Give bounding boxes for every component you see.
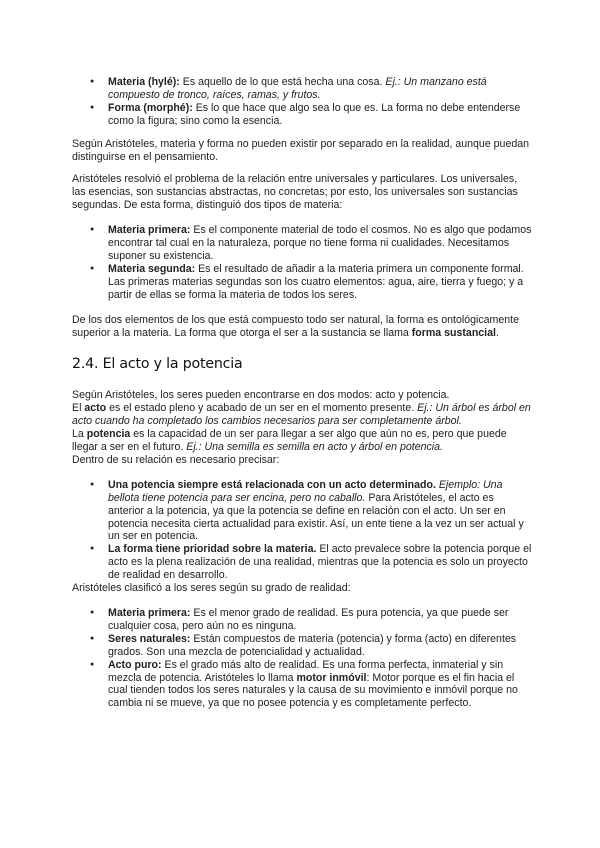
list-item: ● Materia segunda: Es el resultado de añadir a la materia primera un componente formal. Las primeras materias segundas son los cuatro elementos: agua, aire, tierra y fuego; y a partir de ellas se forma la materia de todos los seres. — [72, 263, 532, 302]
materia-forma-list — [72, 76, 532, 128]
section-heading: 2.4. El acto y la potencia — [72, 356, 243, 373]
paragraph: Según Aristóteles, materia y forma no pueden existir por separado en la realidad, aunque puedan distinguirse en el pensamiento. — [72, 137, 530, 163]
grados-list — [72, 607, 532, 710]
paragraph: Aristóteles clasificó a los seres según su grado de realidad: — [72, 582, 351, 595]
list-item: ● Materia primera: Es el menor grado de realidad. Es pura potencia, ya que puede ser cualquier cosa, pero aún no es ninguna. — [72, 607, 532, 633]
list-item: ● Acto puro: Es el grado más alto de realidad. Es una forma perfecta, inmaterial y sin mezcla de potencia. Aristóteles lo llama motor inmóvil: Motor porque es el fin hacia el cual tienden todos los seres naturales y la causa de su movimiento e inmóvil porque no cambia ni se mueve, ya que no posee potencia y es completamente perfecto. — [72, 659, 532, 711]
acto-potencia-list — [72, 479, 532, 582]
list-item: ● Una potencia siempre está relacionada con un acto determinado. Ejemplo: Una bellota tiene potencia para ser encina, pero no caballo. Para Aristóteles, el acto es anterior a la potencia, ya que la potencia se define en relación con el acto. Un ser en potencia necesita cierta actualidad para existir. Así, un ente tiene a la vez un ser actual y un ser en potencia. — [72, 479, 532, 544]
document-body — [72, 76, 532, 710]
list-item: ● La forma tiene prioridad sobre la materia. El acto prevalece sobre la potencia porque el acto es la plena realización de una realidad, mientras que la potencia es solo un proyecto de realidad en desarrollo. — [72, 543, 532, 582]
paragraph: Aristóteles resolvió el problema de la relación entre universales y particulares. Los universales, las esencias, son sustancias abstractas, no concretas; por esto, los universales son sustancias segundas. De esta forma, distinguió dos tipos de materia: — [72, 173, 518, 212]
list-item: ● Forma (morphé): Es lo que hace que algo sea lo que es. La forma no debe entenderse como la figura; sino como la esencia. — [72, 102, 532, 128]
list-item: ● Seres naturales: Están compuestos de materia (potencia) y forma (acto) en diferentes grados. Son una mezcla de potencialidad y actualidad. — [72, 633, 532, 659]
paragraph: De los dos elementos de los que está compuesto todo ser natural, la forma es ontológicamente superior a la materia. La forma que otorga el ser a la sustancia se llama forma sustancial. — [72, 313, 519, 339]
tipos-materia-list — [72, 224, 532, 301]
list-item: ● Materia (hylé): Es aquello de lo que está hecha una cosa. Ej.: Un manzano está compuesto de tronco, raíces, ramas, y frutos. — [72, 76, 532, 102]
paragraph: Según Aristóteles, los seres pueden encontrarse en dos modos: acto y potencia. El acto es el estado pleno y acabado de un ser en el momento presente. Ej.: Un árbol es árbol en acto cuando ha completado los cambios necesarios para ser completamente árbol. La potencia es la capacidad de un ser para llegar a ser algo que aún no es, pero que puede llegar a ser en el futuro. Ej.: Una semilla es semilla en acto y árbol en potencia. Dentro de su relación es necesario precisar: — [72, 389, 531, 466]
list-item: ● Materia primera: Es el componente material de todo el cosmos. No es algo que podamos encontrar tal cual en la naturaleza, porque no tiene forma ni cualidades. Necesitamos suponer su existencia. — [72, 224, 532, 263]
